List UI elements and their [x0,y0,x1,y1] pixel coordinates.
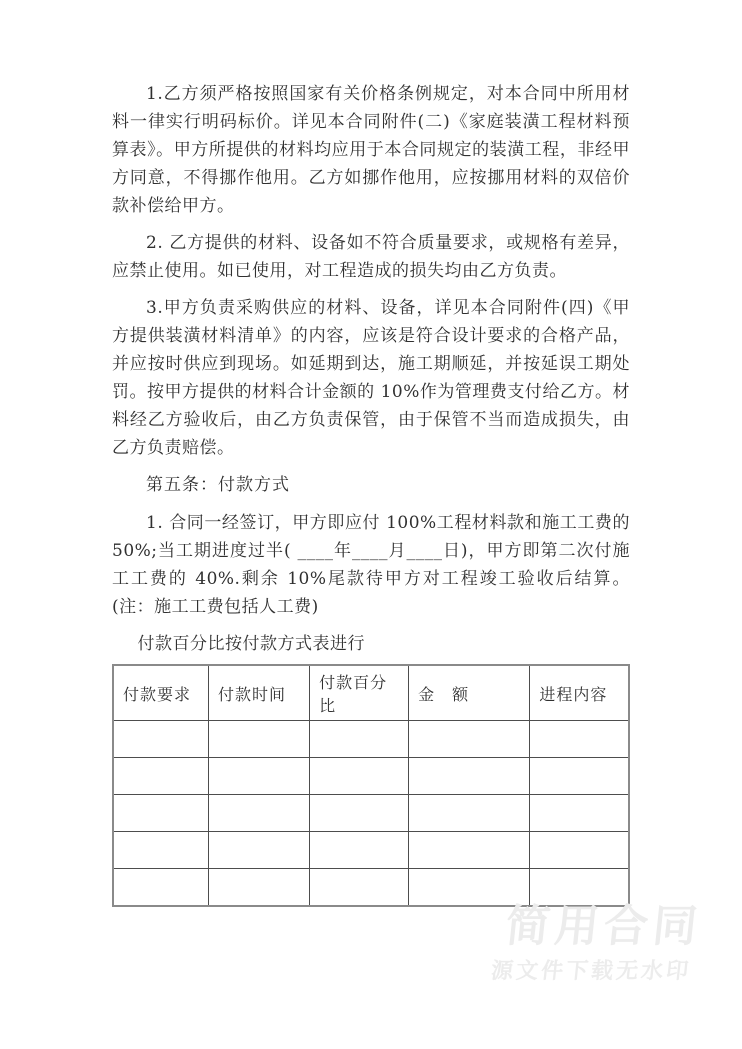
watermark-subtitle: 源文件下载无水印 [489,959,693,984]
table-row [113,795,629,832]
contract-clause-3: 3.甲方负责采购供应的材料、设备，详见本合同附件(四)《甲方提供装潢材料清单》的内容，应该是符合设计要求的合格产品，并应按时供应到现场。如延期到达，施工期顺延，并按延误工期处罚。按甲方提供的材料合计金额的 10%作为管理费支付给乙方。材料经乙方验收后，由乙方负责保管，由于保管不当而造成损失，由乙方负责赔偿。 [112,298,630,458]
table-row [113,832,629,869]
table-cell [409,758,530,795]
table-cell [530,758,629,795]
table-cell [310,869,409,906]
table-row [113,758,629,795]
payment-table-head [113,665,629,721]
table-cell [409,832,530,869]
table-cell [113,795,208,832]
table-cell [208,758,309,795]
table-cell [113,721,208,758]
contract-clause-1: 1.乙方须严格按照国家有关价格条例规定，对本合同中所用材料一律实行明码标价。详见本合同附件(二)《家庭装潢工程材料预算表》。甲方所提供的材料均应用于本合同规定的装潢工程，非经甲方同意，不得挪作他用。乙方如挪作他用，应按挪用材料的双倍价款补偿给甲方。 [112,84,630,216]
table-cell [310,832,409,869]
table-cell [208,795,309,832]
header-payment-time: 付款时间 [208,665,309,721]
table-cell [208,869,309,906]
watermark [490,903,705,985]
table-cell [409,721,530,758]
table-header-row [113,665,629,721]
payment-table-caption: 付款百分比按付款方式表进行 [137,634,365,654]
table-cell [310,795,409,832]
table-cell [113,832,208,869]
table-row [113,721,629,758]
table-cell [208,721,309,758]
contract-clause-2: 2. 乙方提供的材料、设备如不符合质量要求，或规格有差异，应禁止使用。如已使用，对工程造成的损失均由乙方负责。 [112,233,630,281]
payment-terms-paragraph: 1. 合同一经签订，甲方即应付 100%工程材料款和施工工费的50%;当工期进度过半( ____年____月____日)，甲方即第二次付施工工费的 40%.剩余 10%尾款待甲方对工程竣工验收后结算。(注：施工工费包括人工费) [112,513,630,617]
table-cell [113,758,208,795]
header-progress-content: 进程内容 [530,665,629,721]
header-payment-percentage: 付款百分比 [310,665,409,721]
table-cell [409,795,530,832]
table-cell [310,721,409,758]
table-cell [310,758,409,795]
header-payment-requirement: 付款要求 [113,665,208,721]
article-5-heading: 第五条：付款方式 [146,475,290,495]
table-cell [208,832,309,869]
table-cell [530,832,629,869]
table-row [113,869,629,906]
table-cell [530,795,629,832]
watermark-title: 简用合同 [503,901,705,952]
table-cell [113,869,208,906]
table-cell [530,869,629,906]
payment-schedule-table [112,664,630,907]
header-amount: 金 额 [409,665,530,721]
table-cell [530,721,629,758]
table-cell [409,869,530,906]
payment-table-body [113,721,629,906]
